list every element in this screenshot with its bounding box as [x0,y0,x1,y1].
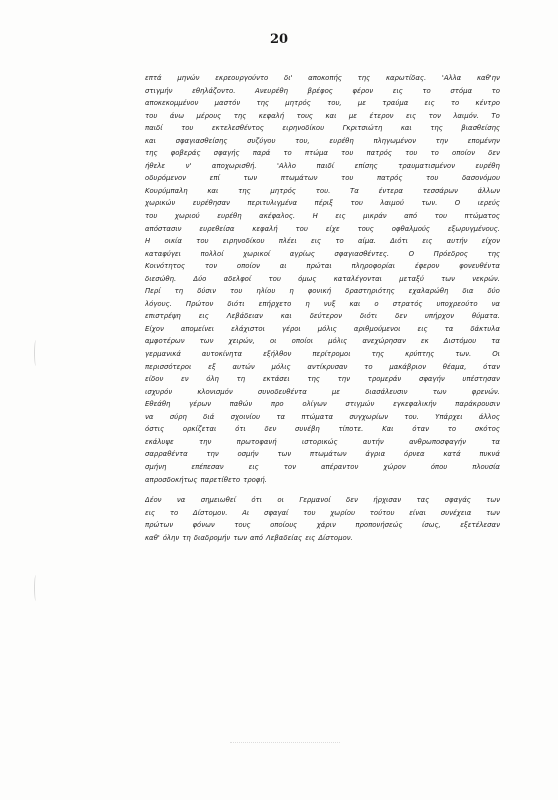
text-line: απροσδοκήτως παρετίθετο τροφή. [145,475,267,484]
text-line: επιστρέψη εις Λεβάδειαν και δεύτερον διότι δεν υπήρχον θύματα. [145,312,500,321]
margin-scan-mark [34,575,38,601]
text-line: σμήνη επέπεσαν εις τον απέραντον χώρον όπου πλουσία [145,462,500,471]
text-line: είδον εν όλη τη εκτάσει της την τρομεράν σφαγήν υπέστησαν [145,375,500,384]
text-line: Δέον να σημειωθεί ότι οι Γερμανοί δεν ήρχισαν τας σφαγάς των [145,496,500,505]
text-line: σαρραθέντα την οσμήν των πτωμάτων άγρια όρνεα κατά πυκνά [145,450,500,459]
text-line: καθ' όλην τη διαδρομήν των από Λεβαδείας εις Δίστομον. [145,533,353,542]
text-line: της φοβεράς σφαγής παρά το πτώμα του πατρός του το οποίον δεν [145,149,500,158]
text-line: οδυρόμενον επί των πτωμάτων του πατρός του δασονόμου [145,174,500,183]
text-line: του άνω μέρους της κεφαλή τους και με έτερον εις τον λαιμόν. Το [145,111,500,120]
text-line: λόγους. Πρώτον διότι επήρχετο η νυξ και ο στρατός υποχρεούτο να [145,299,500,308]
text-line: αποκεκομμένον μαστόν της μητρός του, με τραύμα εις το κέντρο [145,99,500,108]
text-line: στιγμήν εθηλάζοντο. Ανευρέθη βρέφος φέρον εις το στόμα το [145,86,500,95]
text-line: καταφύγει πολλοί χωρικοί αγρίως σφαγιασθέντες. Ο Πρόεδρος της [145,249,500,258]
text-line: εκάλυψε την πρωτοφανή ιστορικώς αυτήν ανθρωποσφαγήν τα [145,437,500,446]
body-text [145,72,500,544]
text-line: διεσώθη. Δύο αδελφοί του όμως καταλέγονται μεταξύ των νεκρών. [145,274,500,283]
text-line: πρώτων φόνων τους οποίους χάριν προπονήσεώς ίσως, εξετέλεσαν [145,521,500,530]
text-line: ισχυρόν κλονισμόν συνοδευθέντα με διασάλευσιν των φρενών. [145,387,500,396]
text-line: Η οικία του ειρηνοδίκου πλέει εις το αίμα. Διότι εις αυτήν είχον [145,237,500,246]
text-line: Κοινότητος τον οποίον αι πρώται πληροφορίαι έφερον φονευθέντα [145,262,500,271]
text-line: Εθεάθη γέρων παθών προ ολίγων στιγμών εγκεφαλικήν παράκρουσιν [145,400,500,409]
margin-scan-mark [34,340,38,366]
text-line: επτά μηνών εκρεουργούντο δι' αποκοπής της καρωτίδας. 'Αλλα καθ'ην [145,74,500,82]
text-line: απόστασιν ευρεθείσα κεφαλή του είχε τους οφθαλμούς εξωρυγμένους. [145,224,500,233]
text-line: γερμανικά αυτοκίνητα εξήλθον περίτρομοι της κρύπτης των. Οι [145,350,500,359]
text-line: περισσότεροι εξ αυτών μόλις αντίκρυσαν το μακάβριον θέαμα, όταν [145,362,500,371]
scan-artifact [230,742,340,744]
text-line: Περί τη δύσιν του ηλίου η φονική δραστηριότης εχαλαρώθη δια δύο [145,287,500,296]
page-number: 20 [269,32,289,47]
text-line: Είχον απομείνει ελάχιστοι γέροι μόλις αριθμούμενοι εις τα δάκτυλα [145,324,500,333]
text-line: χωρικών ευρέθησαν περιτυλιγμένα πέριξ του λαιμού των. Ο ιερεύς [145,199,500,208]
text-line: και σφαγιασθείσης συζύγου του, ευρέθη πληγωμένον την επομένην [145,136,500,145]
text-line: Κουρύμπαλη και της μητρός του. Τα έντερα τεσσάρων άλλων [145,186,500,195]
paragraph [145,72,500,486]
text-line: αμφοτέρων των χειρών, οι οποίοι μόλις ανεχώρησαν εκ Διστόμου τα [145,337,500,346]
text-line: όστις ορκίζεται ότι δεν συνέβη τίποτε. Και όταν το σκότος [145,425,500,434]
text-line: εις το Δίστομον. Αι σφαγαί του χωρίου τούτου είναι συνέχεια των [145,508,500,517]
text-line: του χωριού ευρέθη ακέφαλος. Η εις μικράν από του πτώματος [145,212,500,221]
text-line: παιδί του εκτελεσθέντος ειρηνοδίκου Γκριτσιώτη και της βιασθείσης [145,124,500,133]
text-line: ήθελε ν' αποχωρισθή. 'Αλλο παιδί επίσης τραυματισμένον ευρέθη [145,161,500,170]
paragraph [145,494,500,544]
text-line: να σύρη διά σχοινίου τα πτώματα συγχωρίων του. Υπάρχει άλλος [145,412,500,421]
